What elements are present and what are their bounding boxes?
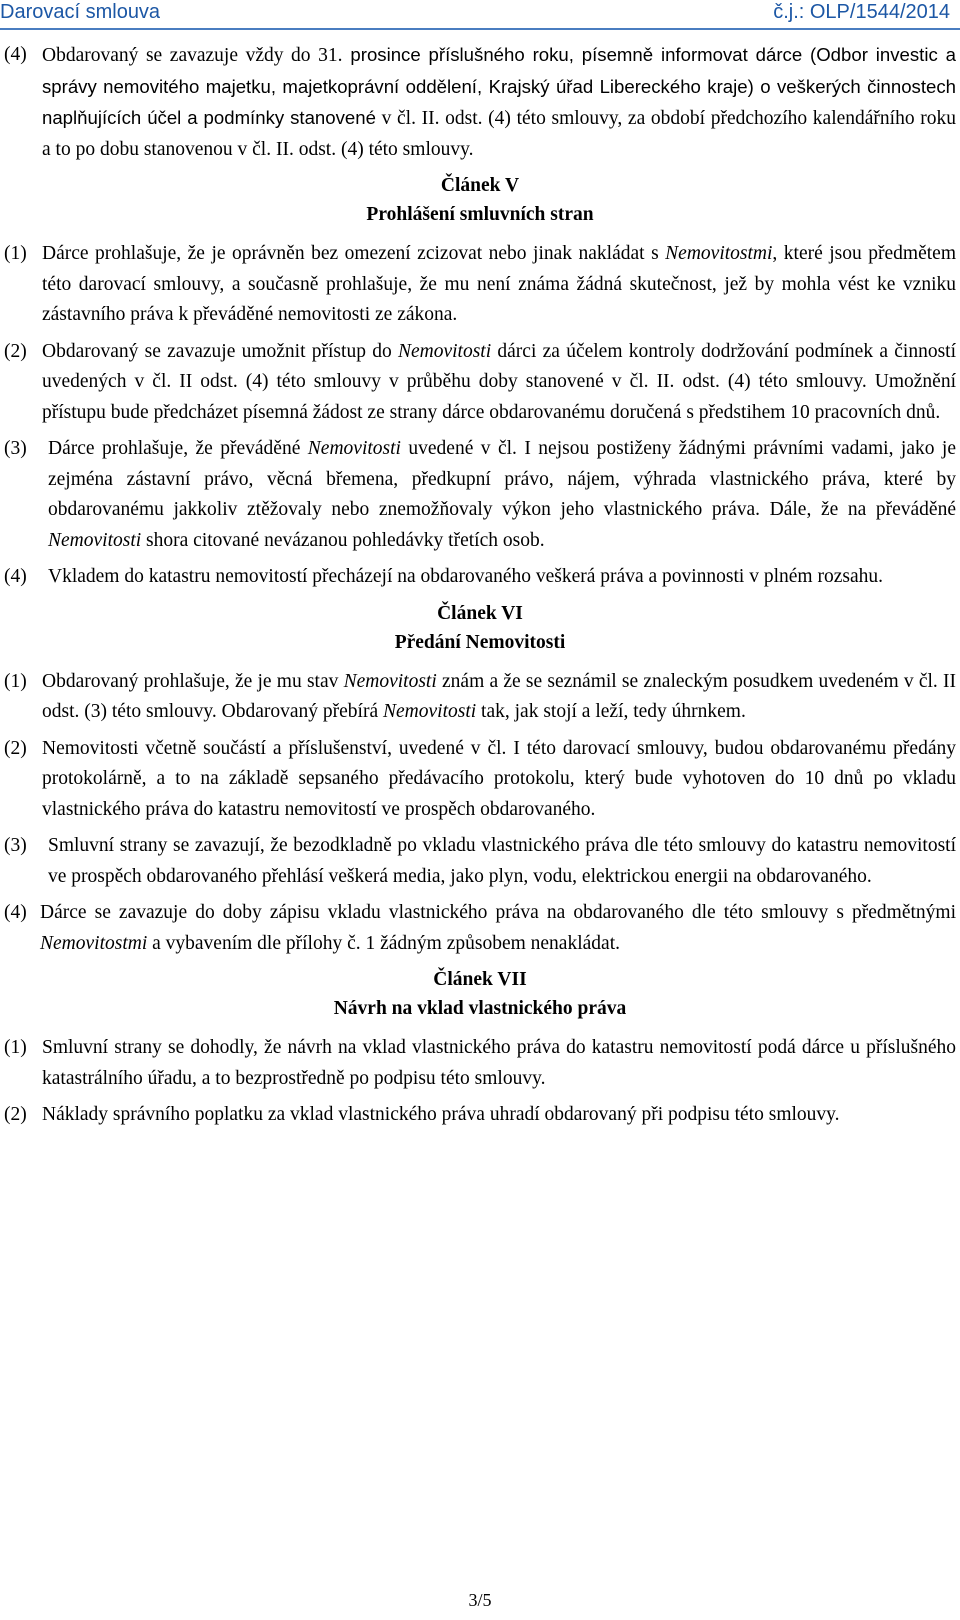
paragraph-text: Dárce prohlašuje, že je oprávněn bez omezení zcizovat nebo jinak nakládat s bbox=[42, 243, 666, 264]
paragraph-art7-1 bbox=[4, 1033, 956, 1094]
paragraph-number: (1) bbox=[4, 670, 27, 692]
defined-term: Nemovitosti bbox=[397, 340, 492, 362]
paragraph-number: (1) bbox=[4, 243, 27, 264]
paragraph-number: (2) bbox=[4, 340, 27, 362]
article-title: Článek VI bbox=[437, 602, 523, 624]
document-body bbox=[4, 40, 956, 1137]
defined-term: Nemovitosti bbox=[343, 670, 437, 692]
paragraph-number: (4) bbox=[4, 902, 27, 923]
defined-term: Nemovitostmi bbox=[40, 932, 148, 954]
paragraph-text: , které jsou předmětem této darovací smlouvy, a současně prohlašuje, že mu není známa žádná skutečnost, jež by mohla vést ke vzniku zástavního práva k převáděné nemovitosti ze zákona. bbox=[42, 243, 956, 325]
paragraph-art6-2 bbox=[4, 734, 956, 826]
paragraph-number: (1) bbox=[4, 1037, 27, 1058]
paragraph-text: Obdarovaný se zavazuje vždy do 31. bbox=[42, 45, 343, 66]
paragraph-carry-4 bbox=[4, 40, 956, 165]
header-title: Darovací smlouva bbox=[0, 1, 161, 23]
paragraph-text: Vkladem do katastru nemovitostí přecházejí na obdarovaného veškerá práva a povinnosti v plném rozsahu. bbox=[48, 566, 883, 587]
article-subtitle: Návrh na vklad vlastnického práva bbox=[333, 998, 627, 1019]
paragraph-text: Nemovitosti včetně součástí a příslušenství, uvedené v čl. I této darovací smlouvy, budou obdarovanému předány protokolárně, a to na základě sepsaného předávacího protokolu, který bude vyhotoven do 10 dnů po vkladu vlastnického práva do katastru nemovitostí ve prospěch obdarovaného. bbox=[42, 737, 956, 820]
header-rule bbox=[0, 28, 960, 30]
paragraph-text: uvedené v čl. I nejsou postiženy žádnými právními vadami, jako je zejména zástavní právo, věcná břemena, předkupní právo, nájem, výhrada vlastnického práva, které by obdarovanému jakkoliv ztěžovaly nebo znemožňovaly výkon jeho vlastnického práva. Dále, že na převáděné bbox=[48, 438, 956, 520]
paragraph-art6-1 bbox=[4, 667, 956, 728]
paragraph-text: Dárce prohlašuje, že převáděné bbox=[48, 438, 308, 459]
paragraph-number: (3) bbox=[4, 438, 27, 459]
defined-term: Nemovitosti bbox=[307, 438, 401, 459]
paragraph-art5-1 bbox=[4, 239, 956, 331]
paragraph-art5-2 bbox=[4, 337, 956, 429]
paragraph-text: Náklady správního poplatku za vklad vlastnického práva uhradí obdarovaný při podpisu této smlouvy. bbox=[42, 1104, 840, 1125]
header-reference: č.j.: OLP/1544/2014 bbox=[773, 1, 950, 23]
article-heading bbox=[4, 965, 956, 1023]
defined-term: Nemovitosti bbox=[383, 701, 477, 722]
paragraph-text: shora citované nevázanou pohledávky třetích osob. bbox=[141, 529, 545, 551]
paragraph-art6-4 bbox=[4, 898, 956, 959]
article-subtitle: Prohlášení smluvních stran bbox=[366, 204, 594, 225]
paragraph-art5-3 bbox=[4, 434, 956, 556]
paragraph-art6-3 bbox=[4, 831, 956, 892]
paragraph-text: Obdarovaný prohlašuje, že je mu stav bbox=[42, 670, 344, 692]
page-number: 3/5 bbox=[468, 1590, 492, 1610]
paragraph-text: v čl. II. odst. (4) této smlouvy, za období předchozího kalendářního roku a to po dobu stanovenou v čl. II. odst. (4) této smlouvy. bbox=[42, 108, 956, 160]
paragraph-number: (4) bbox=[4, 44, 27, 65]
paragraph-art5-4 bbox=[4, 562, 956, 593]
paragraph-number: (2) bbox=[4, 737, 27, 759]
paragraph-text: prosince příslušného roku, písemně informovat dárce (Odbor investic a správy nemovitého majetku, majetkoprávní oddělení, Krajský úřad Libereckého kraje) o veškerých činnostech naplňujících účel a podmínky stanovené bbox=[42, 44, 956, 128]
paragraph-text: a vybavením dle přílohy č. 1 žádným způsobem nenakládat. bbox=[147, 932, 620, 954]
article-title: Článek VII bbox=[433, 969, 527, 990]
paragraph-text: Smluvní strany se zavazují, že bezodkladně po vkladu vlastnického práva dle této smlouvy do katastru nemovitostí ve prospěch obdarovaného přehlásí veškerá media, jako plyn, vodu, elektrickou energii na obdarovaného. bbox=[48, 835, 956, 887]
paragraph-text: znám a že se seznámil se znaleckým posudkem uvedeném v čl. II odst. (3) této smlouvy. Obdarovaný přebírá bbox=[42, 670, 957, 722]
paragraph-text: Dárce se zavazuje do doby zápisu vkladu vlastnického práva na obdarovaného dle této smlouvy s předmětnými bbox=[40, 902, 956, 923]
paragraph-number: (2) bbox=[4, 1104, 27, 1125]
paragraph-text: Smluvní strany se dohodly, že návrh na vklad vlastnického práva do katastru nemovitostí podá dárce u příslušného katastrálního úřadu, a to bezprostředně po podpisu této smlouvy. bbox=[42, 1037, 956, 1089]
article-heading bbox=[4, 171, 956, 229]
paragraph-number: (4) bbox=[4, 566, 27, 587]
paragraph-art7-2 bbox=[4, 1100, 956, 1131]
paragraph-text: tak, jak stojí a leží, tedy úhrnkem. bbox=[476, 701, 746, 722]
paragraph-number: (3) bbox=[4, 835, 27, 856]
article-heading bbox=[4, 599, 956, 657]
defined-term: Nemovitosti bbox=[48, 529, 142, 551]
paragraph-text: Obdarovaný se zavazuje umožnit přístup do bbox=[42, 340, 398, 362]
article-subtitle: Předání Nemovitosti bbox=[394, 631, 566, 653]
defined-term: Nemovitostmi bbox=[665, 243, 773, 264]
article-title: Článek V bbox=[440, 175, 520, 196]
paragraph-text: dárci za účelem kontroly dodržování podmínek a činností uvedených v čl. II odst. (4) této smlouvy v průběhu doby stanovené v čl. II. odst. (4) této smlouvy. Umožnění přístupu bude předcházet písemná žádost ze strany dárce obdarovanému doručená s předstihem 10 pracovních dnů. bbox=[42, 340, 956, 423]
